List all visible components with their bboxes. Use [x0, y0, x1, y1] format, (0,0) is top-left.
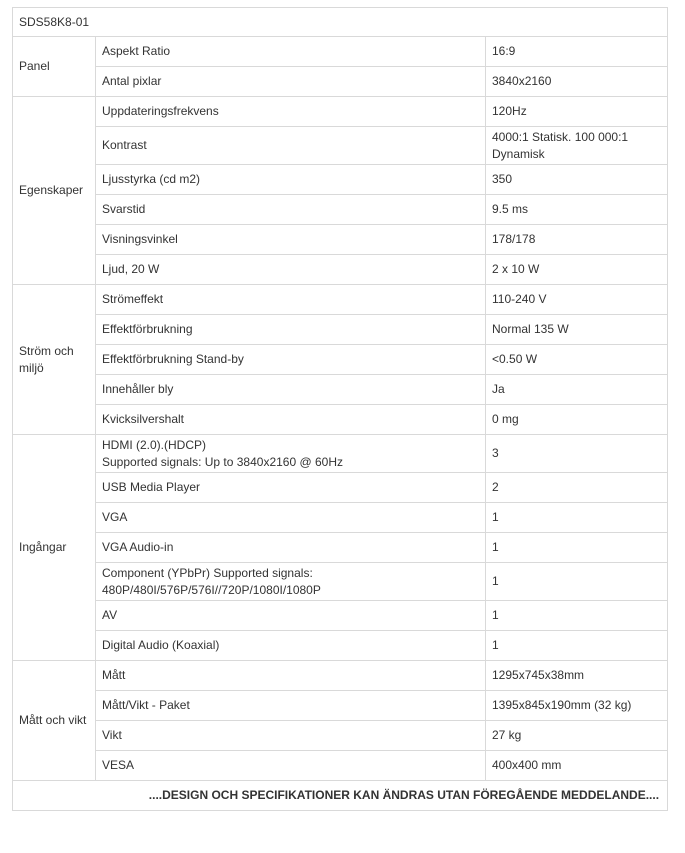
spec-label: Svarstid — [96, 195, 486, 225]
spec-label: Uppdateringsfrekvens — [96, 97, 486, 127]
spec-value: 400x400 mm — [486, 751, 668, 781]
category-label: Ingångar — [13, 435, 96, 661]
spec-row — [13, 195, 668, 225]
category-label: Panel — [13, 37, 96, 97]
spec-value: 110-240 V — [486, 285, 668, 315]
disclaimer-row — [13, 781, 668, 811]
spec-row — [13, 37, 668, 67]
spec-value: 2 — [486, 473, 668, 503]
spec-row — [13, 661, 668, 691]
spec-value: 27 kg — [486, 721, 668, 751]
spec-row — [13, 601, 668, 631]
spec-row — [13, 97, 668, 127]
spec-row — [13, 127, 668, 165]
title-row — [13, 8, 668, 37]
spec-sheet — [12, 7, 667, 811]
spec-row — [13, 405, 668, 435]
spec-row — [13, 721, 668, 751]
spec-value: 1295x745x38mm — [486, 661, 668, 691]
spec-value: 0 mg — [486, 405, 668, 435]
spec-row — [13, 435, 668, 473]
spec-label: Component (YPbPr) Supported signals: 480P/480I/576P/576I//720P/1080I/1080P — [96, 563, 486, 601]
model-title: SDS58K8-01 — [13, 8, 668, 37]
spec-label: Vikt — [96, 721, 486, 751]
spec-row — [13, 315, 668, 345]
spec-value: 1 — [486, 631, 668, 661]
spec-row — [13, 345, 668, 375]
spec-label: Innehåller bly — [96, 375, 486, 405]
spec-label: Ljud, 20 W — [96, 255, 486, 285]
spec-value: 350 — [486, 165, 668, 195]
spec-row — [13, 165, 668, 195]
spec-label: Visningsvinkel — [96, 225, 486, 255]
spec-label: Ljusstyrka (cd m2) — [96, 165, 486, 195]
spec-row — [13, 691, 668, 721]
spec-label: Mått — [96, 661, 486, 691]
spec-label: Kontrast — [96, 127, 486, 165]
spec-label: Effektförbrukning — [96, 315, 486, 345]
disclaimer-text: ....DESIGN OCH SPECIFIKATIONER KAN ÄNDRAS UTAN FÖREGÅENDE MEDDELANDE.... — [13, 781, 668, 811]
category-label: Mått och vikt — [13, 661, 96, 781]
spec-value: 3840x2160 — [486, 67, 668, 97]
category-label: Ström och miljö — [13, 285, 96, 435]
spec-value: 9.5 ms — [486, 195, 668, 225]
spec-value: 4000:1 Statisk. 100 000:1 Dynamisk — [486, 127, 668, 165]
spec-label: HDMI (2.0).(HDCP) Supported signals: Up to 3840x2160 @ 60Hz — [96, 435, 486, 473]
spec-table — [12, 7, 668, 811]
spec-row — [13, 563, 668, 601]
spec-label: AV — [96, 601, 486, 631]
spec-row — [13, 503, 668, 533]
spec-value: 16:9 — [486, 37, 668, 67]
spec-label: VESA — [96, 751, 486, 781]
spec-label: Mått/Vikt - Paket — [96, 691, 486, 721]
category-label: Egenskaper — [13, 97, 96, 285]
spec-value: Ja — [486, 375, 668, 405]
spec-label: Strömeffekt — [96, 285, 486, 315]
spec-label: VGA Audio-in — [96, 533, 486, 563]
spec-label: Aspekt Ratio — [96, 37, 486, 67]
spec-label: Kvicksilvershalt — [96, 405, 486, 435]
spec-row — [13, 751, 668, 781]
spec-row — [13, 285, 668, 315]
spec-label: Antal pixlar — [96, 67, 486, 97]
spec-row — [13, 67, 668, 97]
spec-row — [13, 255, 668, 285]
spec-label: USB Media Player — [96, 473, 486, 503]
spec-value: 3 — [486, 435, 668, 473]
spec-label: Digital Audio (Koaxial) — [96, 631, 486, 661]
spec-value: <0.50 W — [486, 345, 668, 375]
spec-label: Effektförbrukning Stand-by — [96, 345, 486, 375]
spec-value: Normal 135 W — [486, 315, 668, 345]
spec-value: 178/178 — [486, 225, 668, 255]
spec-value: 1 — [486, 601, 668, 631]
spec-row — [13, 225, 668, 255]
spec-value: 2 x 10 W — [486, 255, 668, 285]
spec-value: 120Hz — [486, 97, 668, 127]
spec-label: VGA — [96, 503, 486, 533]
spec-row — [13, 473, 668, 503]
spec-row — [13, 533, 668, 563]
spec-value: 1395x845x190mm (32 kg) — [486, 691, 668, 721]
spec-value: 1 — [486, 533, 668, 563]
spec-value: 1 — [486, 563, 668, 601]
spec-row — [13, 631, 668, 661]
spec-row — [13, 375, 668, 405]
spec-value: 1 — [486, 503, 668, 533]
